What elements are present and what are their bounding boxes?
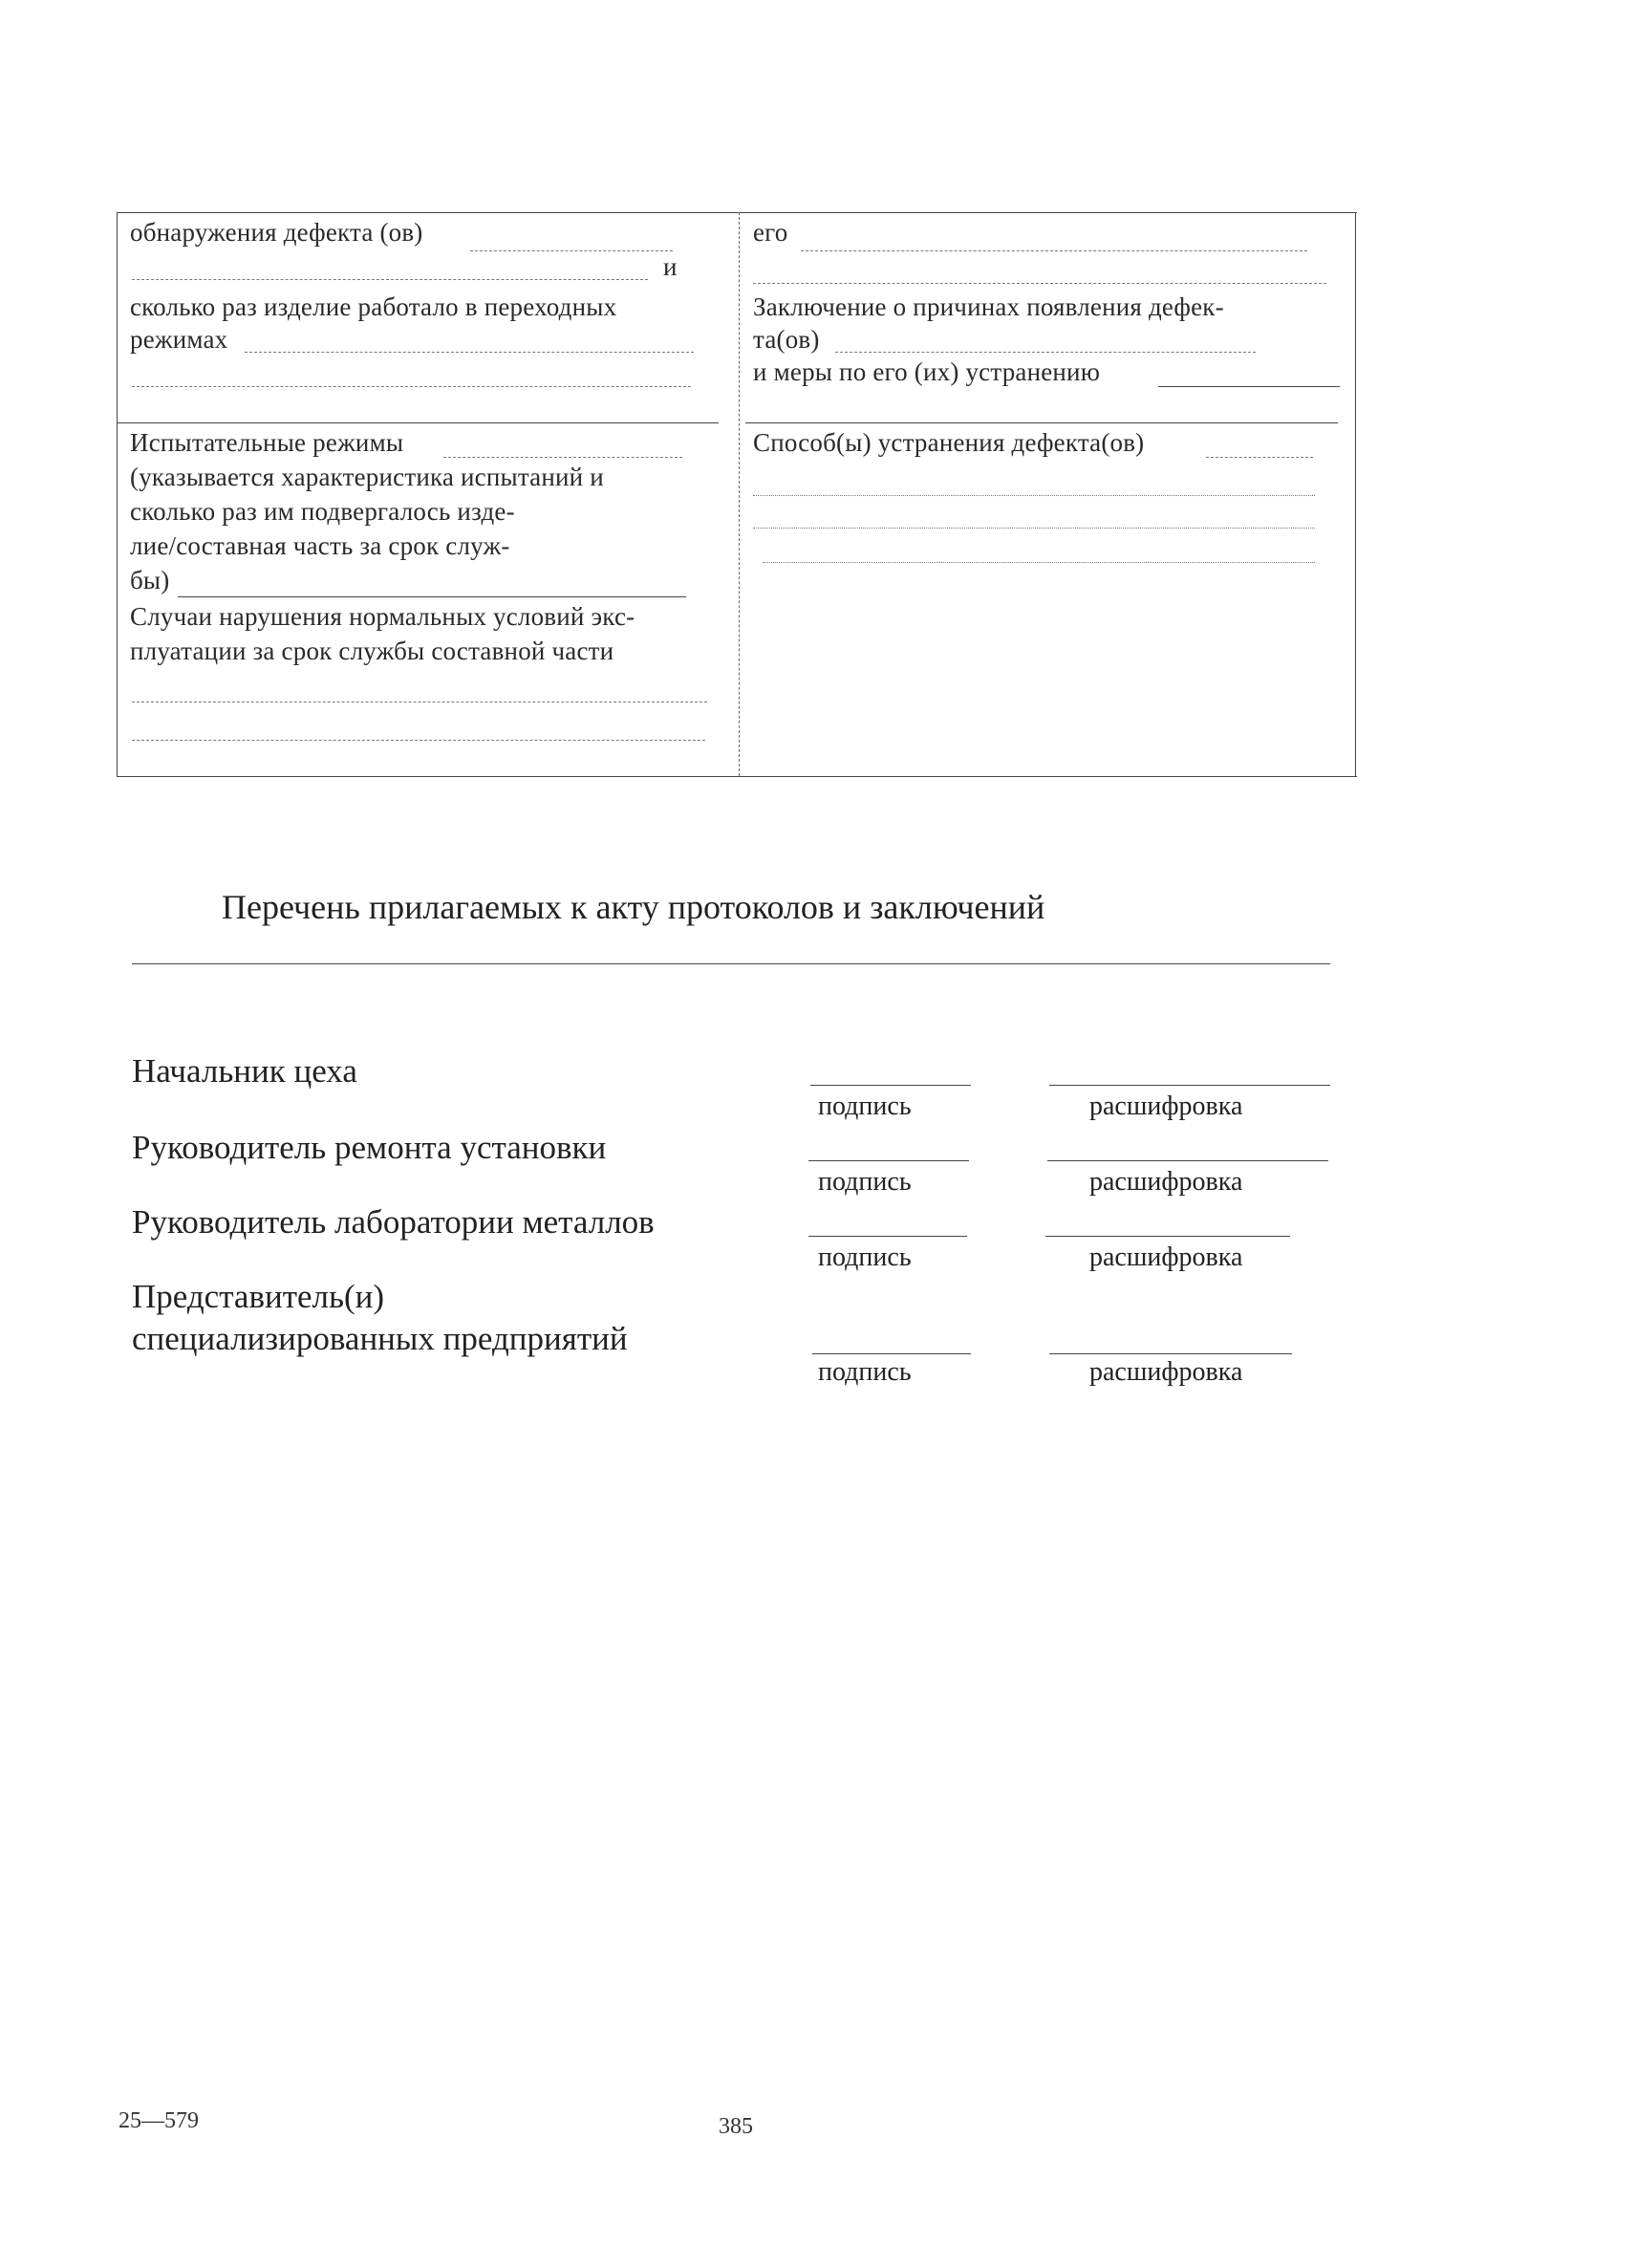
signature-role: Представитель(и): [132, 1278, 385, 1315]
left-bottom-line5: бы): [130, 566, 170, 594]
name-caption: расшифровка: [1089, 1357, 1243, 1387]
page-number: 385: [719, 2114, 753, 2139]
signature-line: [812, 1353, 971, 1354]
table-row-divider-left: [117, 422, 719, 423]
fill-line: [178, 596, 686, 597]
fill-line: [753, 495, 1315, 496]
name-caption: расшифровка: [1089, 1242, 1243, 1272]
signature-role: Руководитель лаборатории металлов: [132, 1203, 655, 1241]
fill-line: [753, 283, 1326, 284]
right-top-line1: его: [753, 218, 788, 247]
fill-line: [470, 250, 673, 251]
right-top-line5: и меры по его (их) устранению: [753, 357, 1101, 386]
left-top-line3: сколько раз изделие работало в переходных: [130, 292, 617, 321]
name-line: [1047, 1160, 1328, 1161]
fill-line: [1206, 457, 1313, 458]
table-right-border: [1355, 212, 1356, 776]
fill-line: [132, 279, 648, 280]
left-bottom-line4: лие/составная часть за срок служ-: [130, 531, 510, 560]
table-top-border: [117, 212, 1357, 213]
signature-line: [808, 1236, 967, 1237]
document-code: 25—579: [118, 2108, 199, 2133]
right-top-line4: та(ов): [753, 325, 820, 354]
fill-line: [801, 250, 1307, 251]
left-top-line1: обнаружения дефекта (ов): [130, 218, 423, 247]
signature-caption: подпись: [818, 1242, 912, 1272]
name-line: [1049, 1353, 1292, 1354]
attachments-title: Перечень прилагаемых к акту протоколов и заключений: [222, 888, 1045, 926]
signature-caption: подпись: [818, 1091, 912, 1121]
table-middle-divider: [739, 212, 740, 776]
name-line: [1045, 1236, 1290, 1237]
signature-role: Начальник цеха: [132, 1052, 357, 1090]
left-bottom-line1: Испытательные режимы: [130, 428, 404, 457]
left-bottom-line2: (указывается характеристика испытаний и: [130, 463, 604, 491]
fill-line: [132, 386, 691, 387]
table-row-divider-right: [745, 422, 1338, 423]
attachments-fill-line: [132, 963, 1330, 964]
fill-line: [245, 352, 694, 353]
name-line: [1049, 1085, 1330, 1086]
signature-line: [810, 1085, 971, 1086]
fill-line: [132, 740, 705, 741]
fill-line: [763, 562, 1315, 563]
name-caption: расшифровка: [1089, 1167, 1243, 1197]
left-bottom-line7: плуатации за срок службы составной части: [130, 637, 614, 665]
fill-line: [835, 352, 1256, 353]
signature-line: [808, 1160, 969, 1161]
fill-line: [1158, 386, 1340, 387]
right-bottom-line1: Способ(ы) устранения дефекта(ов): [753, 428, 1145, 457]
table-left-border: [117, 212, 118, 776]
signature-caption: подпись: [818, 1357, 912, 1387]
signature-role: Руководитель ремонта установки: [132, 1129, 607, 1166]
fill-line: [443, 457, 682, 458]
left-top-line2-tail: и: [663, 252, 678, 281]
left-bottom-line3: сколько раз им подвергалось изде-: [130, 497, 515, 526]
name-caption: расшифровка: [1089, 1091, 1243, 1121]
signature-caption: подпись: [818, 1167, 912, 1197]
right-top-line3: Заключение о причинах появления дефек-: [753, 292, 1224, 321]
left-top-line4: режимах: [130, 325, 228, 354]
left-bottom-line6: Случаи нарушения нормальных условий экс-: [130, 602, 635, 631]
fill-line: [753, 528, 1315, 529]
signature-role-continued: специализированных предприятий: [132, 1320, 628, 1357]
table-bottom-border: [117, 776, 1357, 777]
